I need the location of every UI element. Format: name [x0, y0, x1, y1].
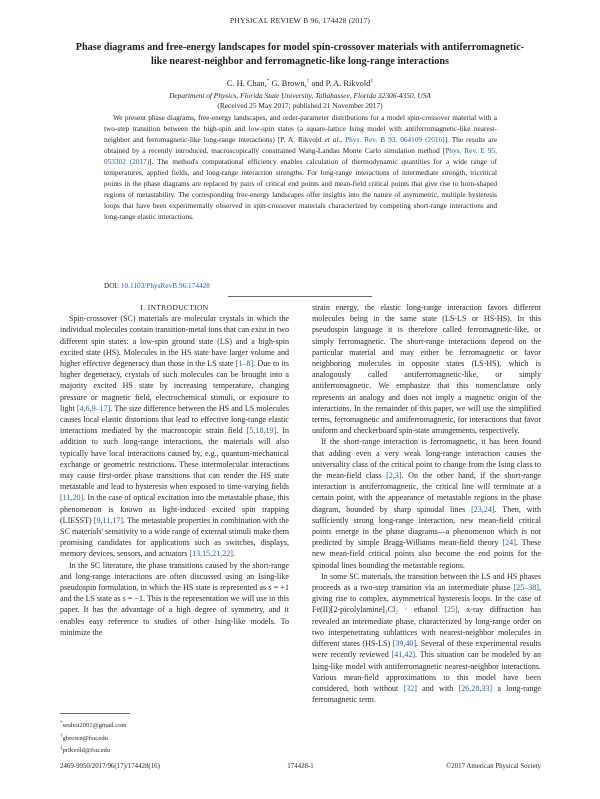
footer-issn: 2469-9950/2017/96(17)/174428(16) [60, 763, 160, 770]
citation-link[interactable]: [41,42] [391, 650, 416, 660]
left-column [60, 302, 289, 638]
paragraph [312, 571, 541, 705]
citation-link[interactable]: [26,28,33] [458, 683, 493, 693]
citation-link[interactable]: [1–8] [235, 359, 254, 369]
citation-link[interactable]: [25] [444, 605, 458, 615]
author-list [0, 78, 600, 88]
citation-link[interactable]: [13,15,21,22] [189, 549, 233, 559]
footnote-mark: * [60, 721, 63, 726]
received-dates: (Received 25 May 2017; published 21 November 2017) [217, 101, 383, 110]
email-link[interactable]: prikvold@fsu.edu [62, 747, 111, 755]
right-column [312, 302, 541, 705]
abstract-ref-link[interactable]: Phys. Rev. B 93, 064109 (2016) [345, 134, 445, 144]
article-title: Phase diagrams and free-energy landscapes for model spin-crossover materials with antiferromagnetic-like nearest-neighbor and ferromagnetic-like long-range interactions [75, 42, 525, 67]
footnote-mark-2[interactable]: † [306, 78, 310, 84]
paragraph-text: If the short-range interaction is ferromagnetic, it has been found that adding even a very weak long-range interaction causes the universality class of the critical point to change from the Ising class to the mean-field class [312, 437, 541, 481]
paragraph-text: a long-range ferromagnetic term. [312, 683, 542, 705]
abstract-text: ]. The method's computational efficiency enables calculation of thermodynamic quantities for a wide range of temperatures, applied fields, and long-range interaction strengths. For long-range interactions of intermediate strength, tricritical points in the phase diagrams are replaced by pairs of critical end points and mean-field critical points that give rise to horn-shaped regions of metastability. The corresponding free-energy landscapes offer insights into the nature of asymmetric, multiple hysteresis loops that have been experimentally observed in spin-crossover materials characterized by competing short-range interactions and long-range elastic interactions. [104, 156, 497, 221]
footnote-mark-3[interactable]: ‡ [370, 78, 374, 84]
abstract-ref-link[interactable]: Phys. Rev. E 95, 053302 (2017) [104, 145, 497, 166]
running-head: PHYSICAL REVIEW B 96, 174428 (2017) [229, 16, 371, 25]
email-link[interactable]: seahoi2001@gmail.com [62, 722, 127, 730]
footnote-rule [60, 713, 130, 714]
doi-link[interactable]: 10.1103/PhysRevB.96.174428 [120, 281, 210, 290]
section-heading: I. INTRODUCTION [140, 303, 209, 312]
author-chan: C. H. Chan, [226, 78, 267, 88]
paragraph: In the SC literature, the phase transitions caused by the short-range and long-range interactions are often discussed using an Ising-like pseudospin formulation, in which the HS state is represented as s = +1 and the LS state as s = −1. This is the representation we will use in this paper. It has the advantage of a high degree of symmetry, and it enables easy reference to studies of other Ising-like models. To minimize the [60, 560, 289, 637]
citation-link[interactable]: [25–38] [513, 583, 539, 593]
paragraph-text: In some SC materials, the transition between the LS and HS phases proceeds as a two-step transition via an intermediate phase [312, 571, 541, 593]
paragraph: strain energy, the elastic long-range interaction favors different molecules being in the same state (LS-LS or HS-HS). In this pseudospin language it is therefore called ferromagnetic-like, or simply ferromagnetic. The short-range interactions depend on the particular material and may either be ferromagnetic or favor neighboring molecules in opposite states (LS-HS), which is analogously called antiferromagnetic-like, or simply antiferromagnetic. We emphasize that this nomenclature only represents an analogy and does not imply a magnetic origin of the interactions. In the remainder of this paper, we will use the simplified terms, ferromagnetic and antiferromagnetic, for interactions that favor uniform and checkerboard spin-state arrangements, respectively. [312, 303, 541, 436]
author-rikvold: and P. A. Rikvold [309, 78, 371, 88]
section-divider [228, 296, 372, 297]
abstract-etal: et al. [324, 134, 341, 144]
doi-label: DOI: [104, 281, 121, 290]
footnote-email-2 [60, 732, 289, 745]
paragraph-text: and with [416, 683, 459, 693]
paragraph-text: . On the other hand, if the short-range interaction is antiferromagnetic, the critical line will terminate at a certain point, with the appearance of metastable regions in the phase diagram, bounded by sharp spinodal lines [312, 471, 541, 514]
author-brown: G. Brown, [269, 78, 307, 88]
paragraph-text: . The size difference between the HS and LS molecules causes local elastic distortions that lead to effective long-range elastic interactions mediated by the macroscopic strain field [60, 403, 289, 436]
footer-copyright: ©2017 American Physical Society [446, 763, 541, 770]
email-link[interactable]: gbrown@fsu.edu [62, 734, 108, 742]
citation-link[interactable]: [39,40] [392, 639, 417, 649]
paragraph-text: . This situation can be modeled by an Ising-like model with antiferromagnetic nearest-neighbor interactions. Various mean-field approximations to this model have been considered, both without [312, 650, 541, 693]
footnote-email-3 [60, 744, 289, 757]
citation-link[interactable]: [5,18,19] [246, 426, 277, 436]
paragraph-text: , giving rise to complex, asymmetrical hysteresis loops. In the case of Fe(II)[2-picolylamine]₃Cl₂ · ethanol [312, 583, 541, 615]
footnote-mark: † [60, 733, 63, 739]
paragraph-text: . The metastable properties in combination with the SC materials' sensitivity to a wide range of external stimuli make them promising candidates for applications such as switches, displays, memory devices, sensors, and actuators [60, 515, 289, 559]
affiliation: Department of Physics, Florida State University, Tallahassee, Florida 32306-4350, USA [169, 91, 431, 100]
paragraph-text: . These new mean-field critical points also become the end points for the spinodal lines bounding the metastable regions. [312, 538, 541, 570]
abstract-text: , [340, 134, 346, 144]
citation-link[interactable]: [11,20] [60, 493, 84, 503]
footnotes [60, 719, 289, 757]
abstract [104, 113, 497, 223]
footnote-mark-1[interactable]: * [266, 78, 270, 84]
paragraph-text: . [232, 549, 235, 559]
citation-link[interactable]: [23,24] [471, 504, 495, 514]
doi-line [104, 281, 210, 290]
paragraph-text: . Several of these experimental results were recently reviewed [312, 639, 542, 660]
citation-link[interactable]: [24] [502, 538, 516, 548]
citation-link[interactable]: [9,11,17] [93, 515, 123, 525]
paragraph-text: Spin-crossover (SC) materials are molecular crystals in which the individual molecules contain transition-metal ions that can exist in two different spin states: a low-spin ground state (LS) and a high-spin excited state (HS). Molecules in the HS state have larger volume and higher effective degeneracy than those in the LS state [60, 314, 289, 369]
footnote-mark: ‡ [60, 746, 63, 752]
paragraph-text: . Due to its higher degeneracy, crystals of such molecules can be brought into a majority excited HS state by increasing temperature, changing pressure or magnetic field, electrochemical stimuli, or exposure to light [60, 359, 289, 413]
footer-page-number: 174428-1 [287, 763, 314, 770]
paragraph-text: . In addition to such long-range interactions, the materials will also typically have local interactions caused by, e.g., quantum-mechanical exchange or geometric restrictions. These intermolecular interactions may cause first-order phase transitions that can render the HS state metastable and lead to hysteresis when exposed to time-varying fields [60, 426, 289, 492]
citation-link[interactable]: [32] [403, 683, 417, 693]
paragraph-text: . Then, with sufficiently strong long-range interaction, new mean-field critical points emerge in the phase diagrams—a phenomenon which is not predicted by simple Bragg-Williams mean-field theory [312, 504, 541, 548]
footnote-email-1 [60, 719, 289, 732]
paragraph-text: , x-ray diffraction has revealed an intermediate phase, characterized by long-range order on two interpenetrating sublattices with nearest-neighbor molecules in different states (HS-LS) [312, 605, 541, 649]
abstract-text: We present phase diagrams, free-energy landscapes, and order-parameter distributions for a model spin-crossover material with a two-step transition between the high-spin and low-spin states (a square-lattice Ising model with antiferromagnetic-like nearest-neighbor and ferromagnetic-like long-range interactions) [P. A. Rikvold [104, 113, 497, 144]
paragraph [60, 313, 289, 559]
citation-link[interactable]: [4,6,9–17] [76, 403, 111, 413]
paragraph [312, 436, 541, 570]
paragraph-text: . In the case of optical excitation into the metastable phase, this phenomenon is known as light-induced excited spin trapping (LIESST) [60, 493, 289, 525]
citation-link[interactable]: [2,3] [386, 471, 402, 481]
abstract-text: ]. The results are obtained by a recently introduced, macroscopically constrained Wang-Landau Monte Carlo simulation method [ [104, 134, 497, 155]
